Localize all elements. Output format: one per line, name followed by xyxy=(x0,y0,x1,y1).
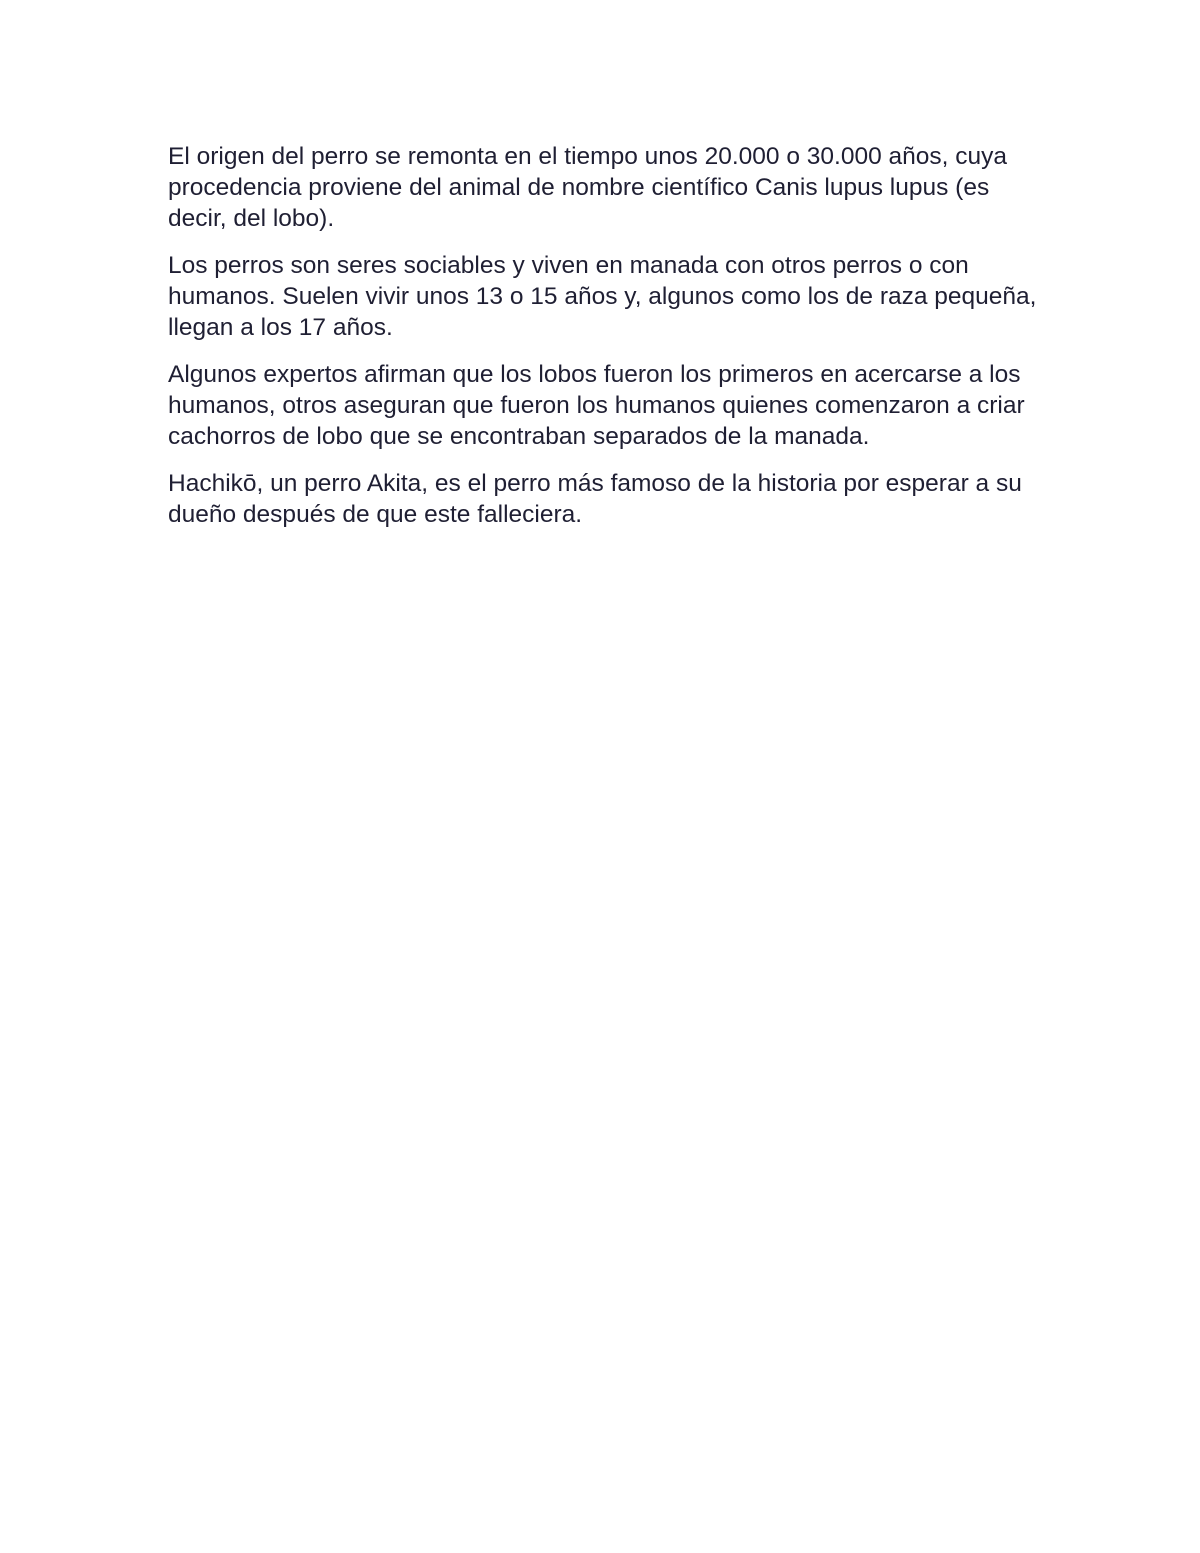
paragraph-hachiko: Hachikō, un perro Akita, es el perro más famoso de la historia por esperar a su dueño después de que este falleciera. xyxy=(168,470,1022,528)
paragraph-origin: El origen del perro se remonta en el tiempo unos 20.000 o 30.000 años, cuya procedencia proviene del animal de nombre científico Canis lupus lupus (es decir, del lobo). xyxy=(168,143,1007,232)
document-body xyxy=(168,141,1048,546)
paragraph-wolves: Algunos expertos afirman que los lobos fueron los primeros en acercarse a los humanos, otros aseguran que fueron los humanos quienes comenzaron a criar cachorros de lobo que se encontraban separados de la manada. xyxy=(168,361,1025,450)
paragraph-social: Los perros son seres sociables y viven en manada con otros perros o con humanos. Suelen vivir unos 13 o 15 años y, algunos como los de raza pequeña, llegan a los 17 años. xyxy=(168,252,1037,341)
